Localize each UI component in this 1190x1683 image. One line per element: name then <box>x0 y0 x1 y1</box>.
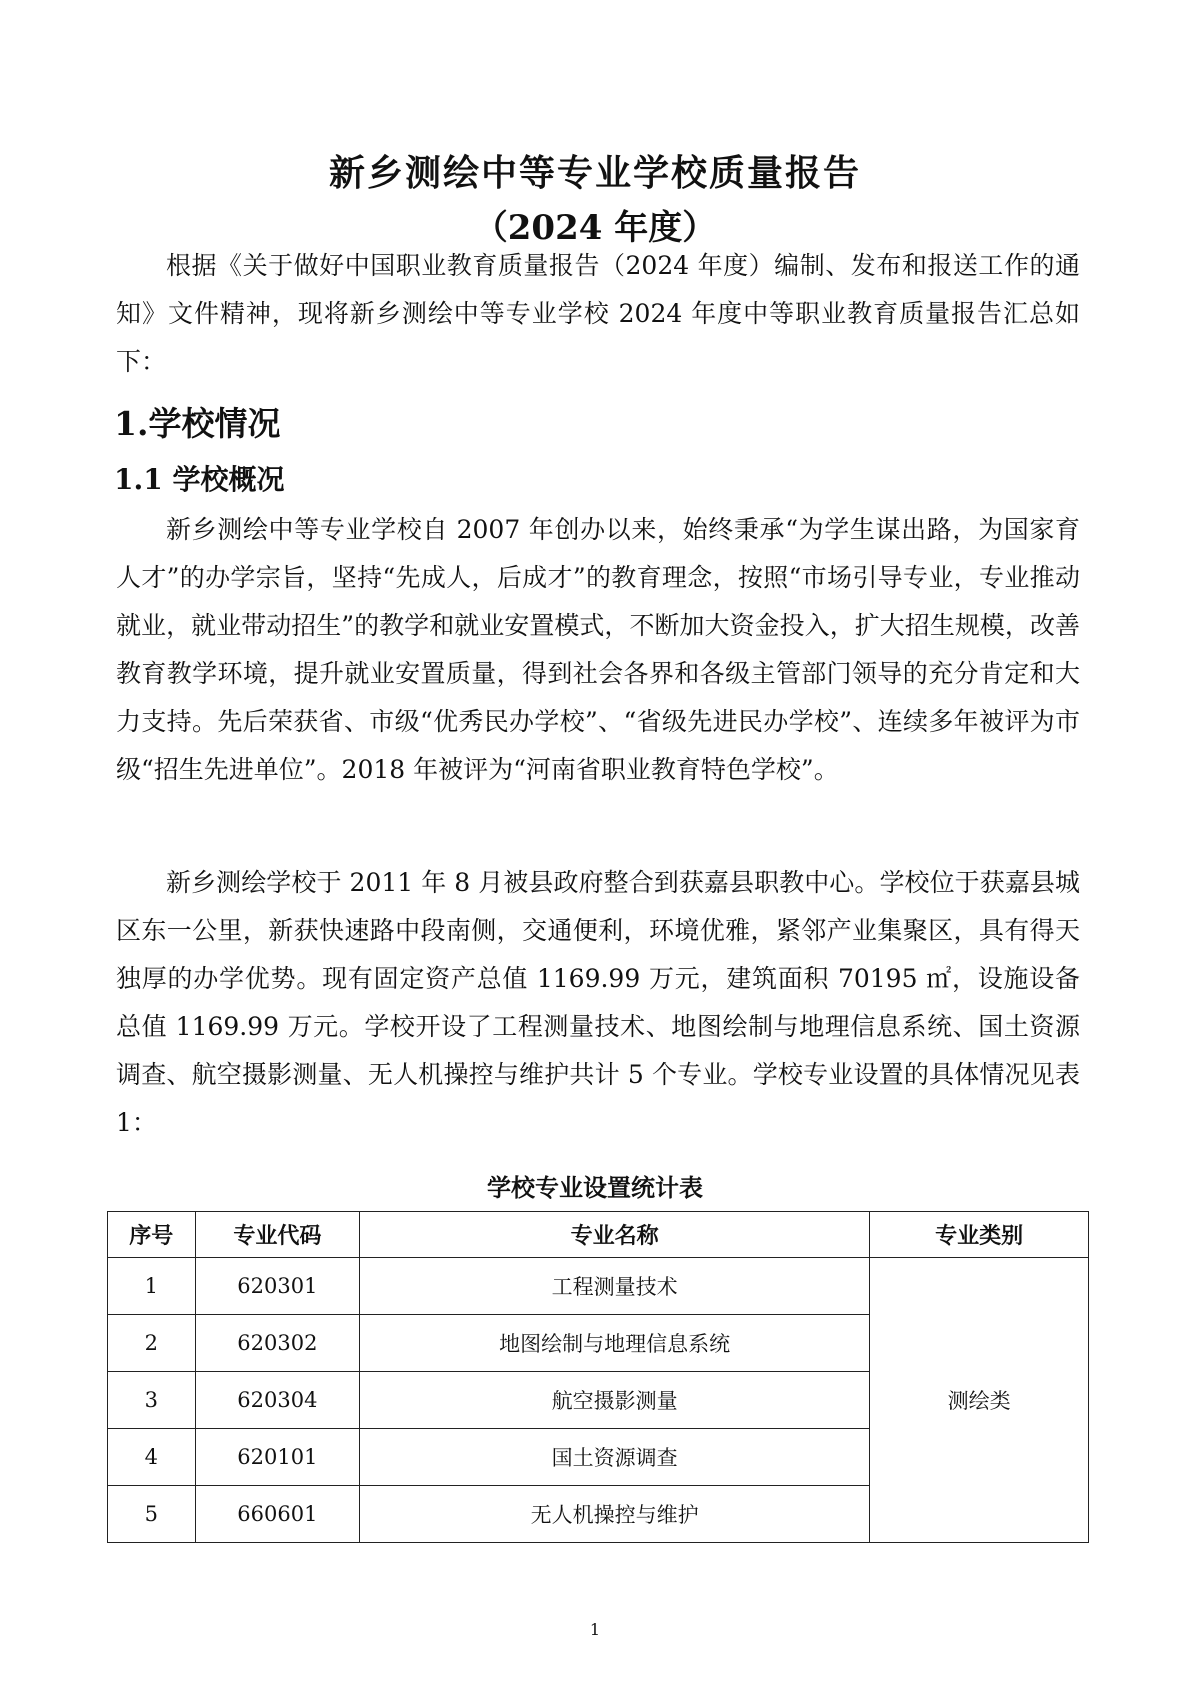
header-code: 专业代码 <box>195 1212 359 1258</box>
cell-serial: 3 <box>108 1372 196 1429</box>
header-category: 专业类别 <box>870 1212 1089 1258</box>
cell-serial: 1 <box>108 1258 196 1315</box>
cell-code: 620304 <box>195 1372 359 1429</box>
section-heading-1: 1.学校情况 <box>114 404 281 443</box>
cell-serial: 2 <box>108 1315 196 1372</box>
table-header-row <box>108 1212 1089 1258</box>
table-caption: 学校专业设置统计表 <box>487 1173 703 1202</box>
cell-code: 620101 <box>195 1429 359 1486</box>
major-settings-table <box>107 1211 1089 1543</box>
cell-serial: 5 <box>108 1486 196 1543</box>
table-row <box>108 1258 1089 1315</box>
cell-serial: 4 <box>108 1429 196 1486</box>
cell-name: 地图绘制与地理信息系统 <box>360 1315 870 1372</box>
report-title: 新乡测绘中等专业学校质量报告 <box>328 152 861 194</box>
cell-code: 660601 <box>195 1486 359 1543</box>
header-serial: 序号 <box>108 1212 196 1258</box>
cell-name: 工程测量技术 <box>360 1258 870 1315</box>
cell-name: 航空摄影测量 <box>360 1372 870 1429</box>
overview-paragraph-1: 新乡测绘中等专业学校自 2007 年创办以来，始终秉承“为学生谋出路，为国家育人才”的办学宗旨，坚持“先成人，后成才”的教育理念，按照“市场引导专业，专业推动就业，就业带动招生”的教学和就业安置模式，不断加大资金投入，扩大招生规模，改善教育教学环境，提升就业安置质量，得到社会各界和各级主管部门领导的充分肯定和大力支持。先后荣获省、市级“优秀民办学校”、“省级先进民办学校”、连续多年被评为市级“招生先进单位”。2018 年被评为“河南省职业教育特色学校”。 <box>116 515 1080 784</box>
cell-code: 620302 <box>195 1315 359 1372</box>
header-name: 专业名称 <box>360 1212 870 1258</box>
cell-name: 无人机操控与维护 <box>360 1486 870 1543</box>
intro-paragraph: 根据《关于做好中国职业教育质量报告（2024 年度）编制、发布和报送工作的通知》文件精神，现将新乡测绘中等专业学校 2024 年度中等职业教育质量报告汇总如下： <box>116 251 1080 376</box>
page-number: 1 <box>589 1620 601 1639</box>
cell-category: 测绘类 <box>870 1258 1089 1543</box>
cell-code: 620301 <box>195 1258 359 1315</box>
section-heading-1-1: 1.1 学校概况 <box>114 463 285 496</box>
cell-name: 国土资源调查 <box>360 1429 870 1486</box>
report-subtitle: （2024 年度） <box>473 208 717 248</box>
overview-paragraph-2: 新乡测绘学校于 2011 年 8 月被县政府整合到获嘉县职教中心。学校位于获嘉县城区东一公里，新获快速路中段南侧，交通便利，环境优雅，紧邻产业集聚区，具有得天独厚的办学优势。现有固定资产总值 1169.99 万元，建筑面积 70195 ㎡，设施设备总值 1169.99 万元。学校开设了工程测量技术、地图绘制与地理信息系统、国土资源调查、航空摄影测量、无人机操控与维护共计 5 个专业。学校专业设置的具体情况见表 1： <box>116 868 1080 1137</box>
